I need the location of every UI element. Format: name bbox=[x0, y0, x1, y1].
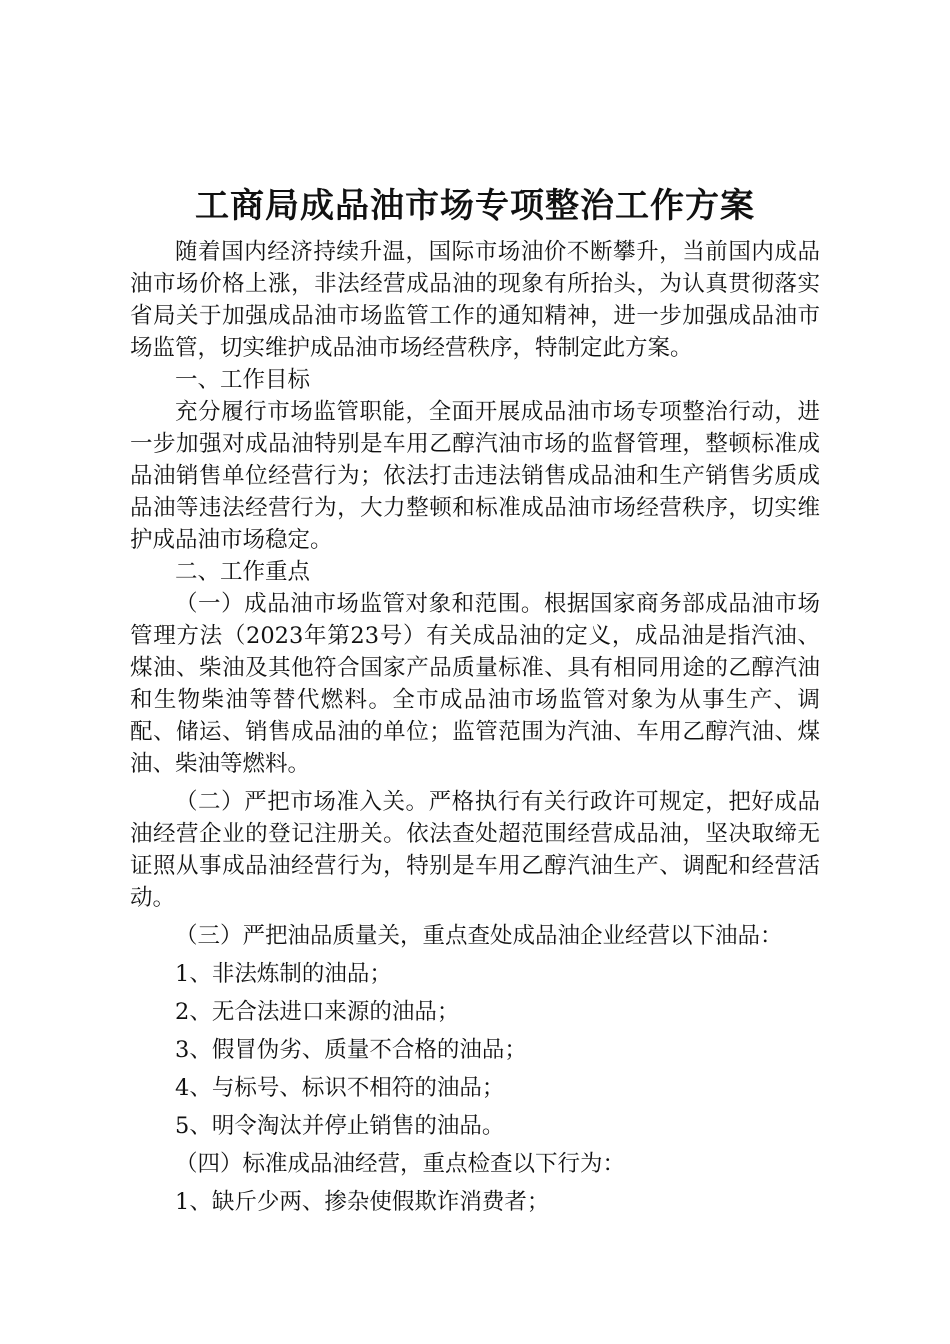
list-item: 1、非法炼制的油品； bbox=[175, 961, 392, 987]
focus-item-1: （一）成品油市场监管对象和范围。根据国家商务部成品油市场管理方法（2023年第23号）有关成品油的定义，成品油是指汽油、煤油、柴油及其他符合国家产品质量标准、具有相同用途的乙醇汽油和生物柴油等替代燃料。全市成品油市场监管对象为从事生产、调配、储运、销售成品油的单位；监管范围为汽油、车用乙醇汽油、煤油、柴油等燃料。 bbox=[130, 591, 820, 777]
section-heading-goals: 一、工作目标 bbox=[175, 367, 311, 393]
goals-paragraph: 充分履行市场监管职能，全面开展成品油市场专项整治行动，进一步加强对成品油特别是车用乙醇汽油市场的监督管理，整顿标准成品油销售单位经营行为；依法打击违法销售成品油和生产销售劣质成品油等违法经营行为，大力整顿和标准成品油市场经营秩序，切实维护成品油市场稳定。 bbox=[130, 399, 820, 553]
list-item: 4、与标号、标识不相符的油品； bbox=[175, 1075, 505, 1101]
list-item: 2、无合法进口来源的油品； bbox=[175, 999, 460, 1025]
focus-item-2: （二）严把市场准入关。严格执行有关行政许可规定，把好成品油经营企业的登记注册关。依法查处超范围经营成品油，坚决取缔无证照从事成品油经营行为，特别是车用乙醇汽油生产、调配和经营活动。 bbox=[130, 789, 820, 911]
section-heading-focus: 二、工作重点 bbox=[175, 559, 311, 585]
list-item: 5、明令淘汰并停止销售的油品。 bbox=[175, 1113, 505, 1139]
intro-paragraph: 随着国内经济持续升温，国际市场油价不断攀升，当前国内成品油市场价格上涨，非法经营成品油的现象有所抬头，为认真贯彻落实省局关于加强成品油市场监管工作的通知精神，进一步加强成品油市场监管，切实维护成品油市场经营秩序，特制定此方案。 bbox=[130, 239, 820, 361]
document-title: 工商局成品油市场专项整治工作方案 bbox=[195, 186, 755, 226]
document-page bbox=[130, 178, 820, 1218]
business-behavior-list bbox=[130, 1186, 820, 1218]
focus-item-4: （四）标准成品油经营，重点检查以下行为： bbox=[175, 1151, 626, 1177]
list-item: 1、缺斤少两、掺杂使假欺诈消费者； bbox=[175, 1189, 550, 1215]
focus-item-3: （三）严把油品质量关，重点查处成品油企业经营以下油品： bbox=[175, 923, 783, 949]
oil-quality-list bbox=[130, 958, 820, 1142]
list-item: 3、假冒伪劣、质量不合格的油品； bbox=[175, 1037, 527, 1063]
